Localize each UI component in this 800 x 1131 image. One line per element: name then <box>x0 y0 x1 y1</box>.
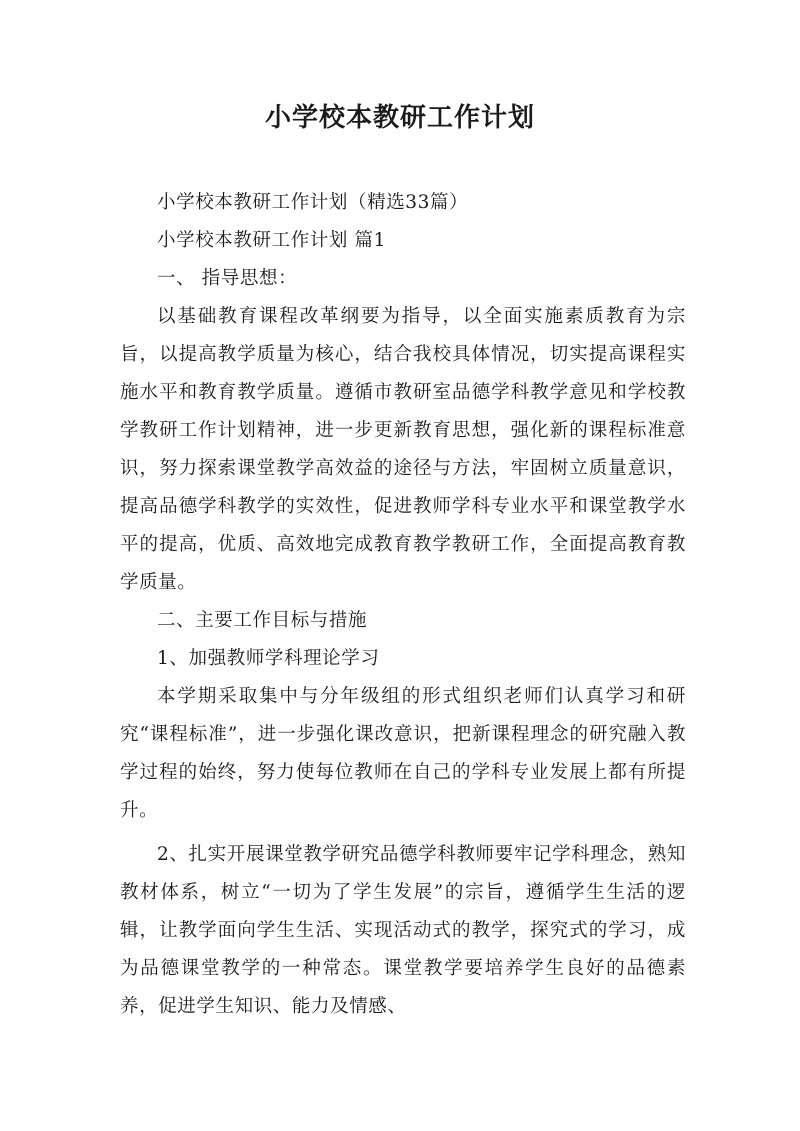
document-title: 小学校本教研工作计划 <box>264 103 535 133</box>
section-heading-part-1: 小学校本教研工作计划 篇1 <box>157 230 386 251</box>
subtitle-paragraph: 小学校本教研工作计划（精选33篇） <box>157 192 469 213</box>
heading-theory-study: 1、加强教师学科理论学习 <box>157 648 380 669</box>
paragraph-theory-study: 本学期采取集中与分年级组的形式组织老师们认真学习和研究“课程标准”，进一步强化课改意识，把新课程理念的研究融入教学过程的始终，努力使每位教师在自己的学科专业发展上都有所提升。 <box>120 686 686 821</box>
heading-guiding-ideology: 一、 指导思想： <box>157 268 298 289</box>
document-body <box>120 184 686 1026</box>
paragraph-classroom-research: 2、扎实开展课堂教学研究品德学科教师要牢记学科理念，熟知教材体系，树立“一切为了学生发展”的宗旨，遵循学生生活的逻辑，让教学面向学生生活、实现活动式的教学，探究式的学习，成为品德课堂教学的一种常态。课堂教学要培养学生良好的品德素养，促进学生知识、能力及情感、 <box>120 844 686 1017</box>
paragraph-guiding-ideology: 以基础教育课程改革纲要为指导，以全面实施素质教育为宗旨，以提高教学质量为核心，结合我校具体情况，切实提高课程实施水平和教育教学质量。遵循市教研室品德学科教学意见和学校教学教研工作计划精神，进一步更新教育思想，强化新的课程标准意识，努力探索课堂教学高效益的途径与方法，牢固树立质量意识，提高品德学科教学的实效性，促进教师学科专业水平和课堂教学水平的提高，优质、高效地完成教育教学教研工作，全面提高教育教学质量。 <box>120 306 686 593</box>
heading-main-goals: 二、主要工作目标与措施 <box>157 610 368 631</box>
